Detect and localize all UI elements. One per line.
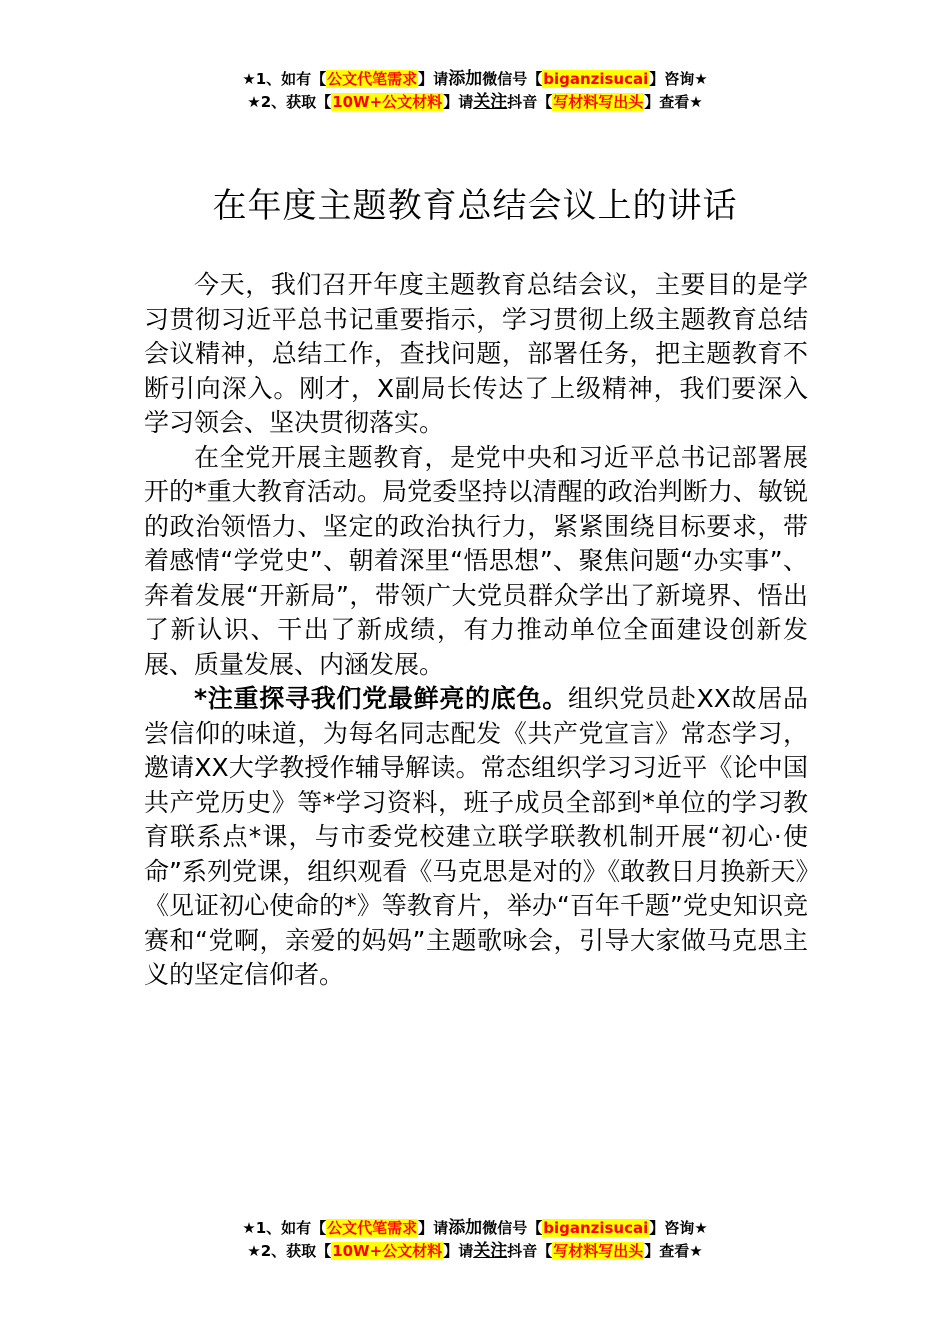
banner-1-suffix: 】咨询★	[649, 70, 708, 88]
footer-banner	[0, 1217, 950, 1263]
paragraph-3-heading: *注重探寻我们党最鲜亮的底色。	[194, 684, 568, 713]
footer-line-1	[0, 1217, 950, 1240]
footer-line-2	[0, 1240, 950, 1263]
banner-1-highlight-service: 公文代笔需求	[327, 70, 418, 88]
footer-2-mid2: 抖音【	[507, 1242, 553, 1260]
paragraph-1: 今天，我们召开年度主题教育总结会议，主要目的是学习贯彻习近平总书记重要指示，学习贯彻上级主题教育总结会议精神，总结工作，查找问题，部署任务，把主题教育不断引向深入。刚才，X副局长传达了上级精神，我们要深入学习领会、坚决贯彻落实。	[144, 270, 808, 437]
banner-1-mid: 】请	[418, 70, 449, 88]
banner-1-emphasis: 添加	[448, 69, 483, 89]
banner-2-suffix: 】查看★	[644, 93, 703, 111]
footer-1-prefix: ★1、如有【	[242, 1219, 327, 1237]
footer-1-highlight-wechat: biganzisucai	[543, 1219, 649, 1237]
paragraph-3	[144, 682, 808, 993]
banner-2-highlight-douyin: 写材料写出头	[553, 93, 644, 111]
banner-2-mid2: 抖音【	[507, 93, 553, 111]
footer-1-highlight-service: 公文代笔需求	[327, 1219, 418, 1237]
banner-line-1	[0, 68, 950, 91]
document-body	[144, 268, 808, 993]
footer-1-mid2: 微信号【	[482, 1219, 543, 1237]
banner-line-2	[0, 91, 950, 114]
footer-2-highlight-materials: 10W+公文材料	[332, 1242, 443, 1260]
banner-2-emphasis: 关注	[473, 92, 508, 112]
banner-1-mid2: 微信号【	[482, 70, 543, 88]
paragraph-3-body: 组织党员赴XX故居品尝信仰的味道，为每名同志配发《共产党宣言》常态学习，邀请XX大学教授作辅导解读。常态组织学习习近平《论中国共产党历史》等*学习资料，班子成员全部到*单位的学习教育联系点*课，与市委党校建立联学联教机制开展“初心·使命”系列党课，组织观看《马克思是对的》《敢教日月换新天》《见证初心使命的*》等教育片，举办“百年千题”党史知识竞赛和“党啊，亲爱的妈妈”主题歌咏会，引导大家做马克思主义的坚定信仰者。	[144, 684, 809, 989]
document-title: 在年度主题教育总结会议上的讲话	[212, 186, 738, 226]
banner-1-highlight-wechat: biganzisucai	[543, 70, 649, 88]
footer-1-suffix: 】咨询★	[649, 1219, 708, 1237]
footer-1-mid: 】请	[418, 1219, 449, 1237]
paragraph-2: 在全党开展主题教育，是党中央和习近平总书记部署展开的*重大教育活动。局党委坚持以清醒的政治判断力、敏锐的政治领悟力、坚定的政治执行力，紧紧围绕目标要求，带着感情“学党史”、朝着深里“悟思想”、聚焦问题“办实事”、奔着发展“开新局”，带领广大党员群众学出了新境界、悟出了新认识、干出了新成绩，有力推动单位全面建设创新发展、质量发展、内涵发展。	[144, 442, 808, 679]
header-banner	[0, 68, 950, 114]
footer-2-highlight-douyin: 写材料写出头	[553, 1242, 644, 1260]
banner-2-highlight-materials: 10W+公文材料	[332, 93, 443, 111]
banner-2-mid: 】请	[443, 93, 474, 111]
footer-2-mid: 】请	[443, 1242, 474, 1260]
banner-1-prefix: ★1、如有【	[242, 70, 327, 88]
footer-2-emphasis: 关注	[473, 1241, 508, 1261]
footer-2-suffix: 】查看★	[644, 1242, 703, 1260]
footer-2-prefix: ★2、获取【	[247, 1242, 332, 1260]
banner-2-prefix: ★2、获取【	[247, 93, 332, 111]
footer-1-emphasis: 添加	[448, 1218, 483, 1238]
